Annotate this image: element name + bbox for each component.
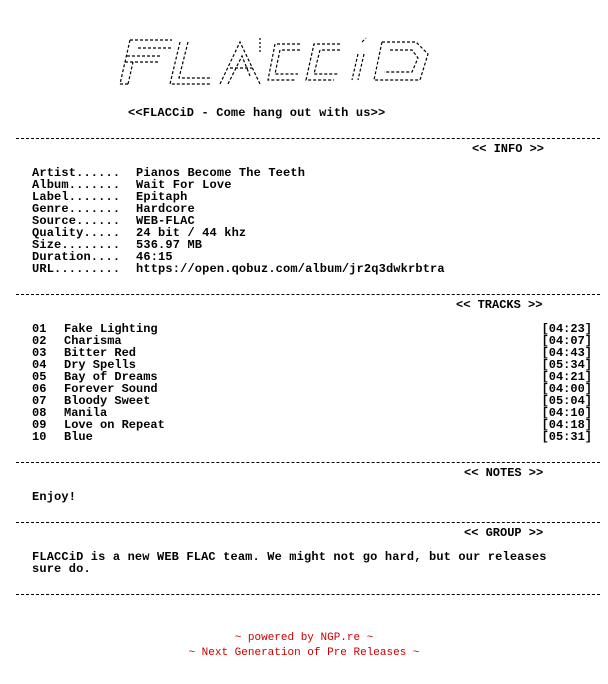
info-value: 536.97 MB xyxy=(136,238,203,252)
track-number: 08 xyxy=(32,406,47,420)
track-title: Charisma xyxy=(64,334,122,348)
track-duration: [04:18] xyxy=(541,418,592,432)
track-number: 07 xyxy=(32,394,47,408)
footer-tagline: ~ Next Generation of Pre Releases ~ xyxy=(188,647,420,659)
info-value: Wait For Love xyxy=(136,178,232,192)
info-key: Size........ xyxy=(32,238,121,252)
section-title-tracks: << TRACKS >> xyxy=(456,298,543,312)
track-duration: [04:43] xyxy=(541,346,592,360)
info-key: Album....... xyxy=(32,178,121,192)
track-number: 09 xyxy=(32,418,47,432)
info-key: Genre....... xyxy=(32,202,121,216)
track-title: Bitter Red xyxy=(64,346,137,360)
track-row xyxy=(32,431,592,443)
divider xyxy=(16,138,600,139)
info-value: Epitaph xyxy=(136,190,188,204)
info-value: Hardcore xyxy=(136,202,195,216)
track-duration: [04:00] xyxy=(541,382,592,396)
section-title-notes: << NOTES >> xyxy=(464,466,544,480)
section-title-group: << GROUP >> xyxy=(464,526,544,540)
info-key: Source...... xyxy=(32,214,121,228)
track-duration: [04:07] xyxy=(541,334,592,348)
info-key: Label....... xyxy=(32,190,121,204)
group-text-line2: sure do. xyxy=(32,562,91,576)
track-number: 10 xyxy=(32,430,47,444)
track-title: Manila xyxy=(64,406,108,420)
tagline: <<FLACCiD - Come hang out with us>> xyxy=(128,106,386,120)
track-duration: [05:34] xyxy=(541,358,592,372)
track-duration: [04:10] xyxy=(541,406,592,420)
info-url-link[interactable]: https://open.qobuz.com/album/jr2q3dwkrbtra xyxy=(136,262,445,276)
info-key: Quality..... xyxy=(32,226,121,240)
flaccid-logo xyxy=(100,34,440,90)
track-number: 05 xyxy=(32,370,47,384)
track-row xyxy=(32,419,592,431)
section-title-info: << INFO >> xyxy=(472,142,545,156)
track-title: Bay of Dreams xyxy=(64,370,158,384)
track-title: Forever Sound xyxy=(64,382,158,396)
track-title: Blue xyxy=(64,430,93,444)
info-key: Duration.... xyxy=(32,250,121,264)
track-duration: [05:31] xyxy=(541,430,592,444)
track-row xyxy=(32,395,592,407)
track-title: Dry Spells xyxy=(64,358,137,372)
track-duration: [05:04] xyxy=(541,394,592,408)
track-title: Fake Lighting xyxy=(64,322,158,336)
info-key: Artist...... xyxy=(32,166,121,180)
divider xyxy=(16,594,600,595)
track-number: 04 xyxy=(32,358,47,372)
info-value: Pianos Become The Teeth xyxy=(136,166,306,180)
divider xyxy=(16,522,600,523)
track-title: Love on Repeat xyxy=(64,418,165,432)
info-key: URL......... xyxy=(32,262,121,276)
track-number: 02 xyxy=(32,334,47,348)
divider xyxy=(16,462,600,463)
info-value: WEB-FLAC xyxy=(136,214,195,228)
notes-text: Enjoy! xyxy=(32,490,77,504)
info-value: 24 bit / 44 khz xyxy=(136,226,247,240)
footer-powered-by: ~ powered by NGP.re ~ xyxy=(234,632,374,644)
track-duration: [04:23] xyxy=(541,322,592,336)
info-value: 46:15 xyxy=(136,250,173,264)
track-duration: [04:21] xyxy=(541,370,592,384)
track-number: 06 xyxy=(32,382,47,396)
divider xyxy=(16,294,600,295)
track-number: 01 xyxy=(32,322,47,336)
track-number: 03 xyxy=(32,346,47,360)
track-title: Bloody Sweet xyxy=(64,394,151,408)
info-url xyxy=(32,263,445,275)
group-text-line1: FLACCiD is a new WEB FLAC team. We might not go hard, but our releases xyxy=(32,550,547,564)
